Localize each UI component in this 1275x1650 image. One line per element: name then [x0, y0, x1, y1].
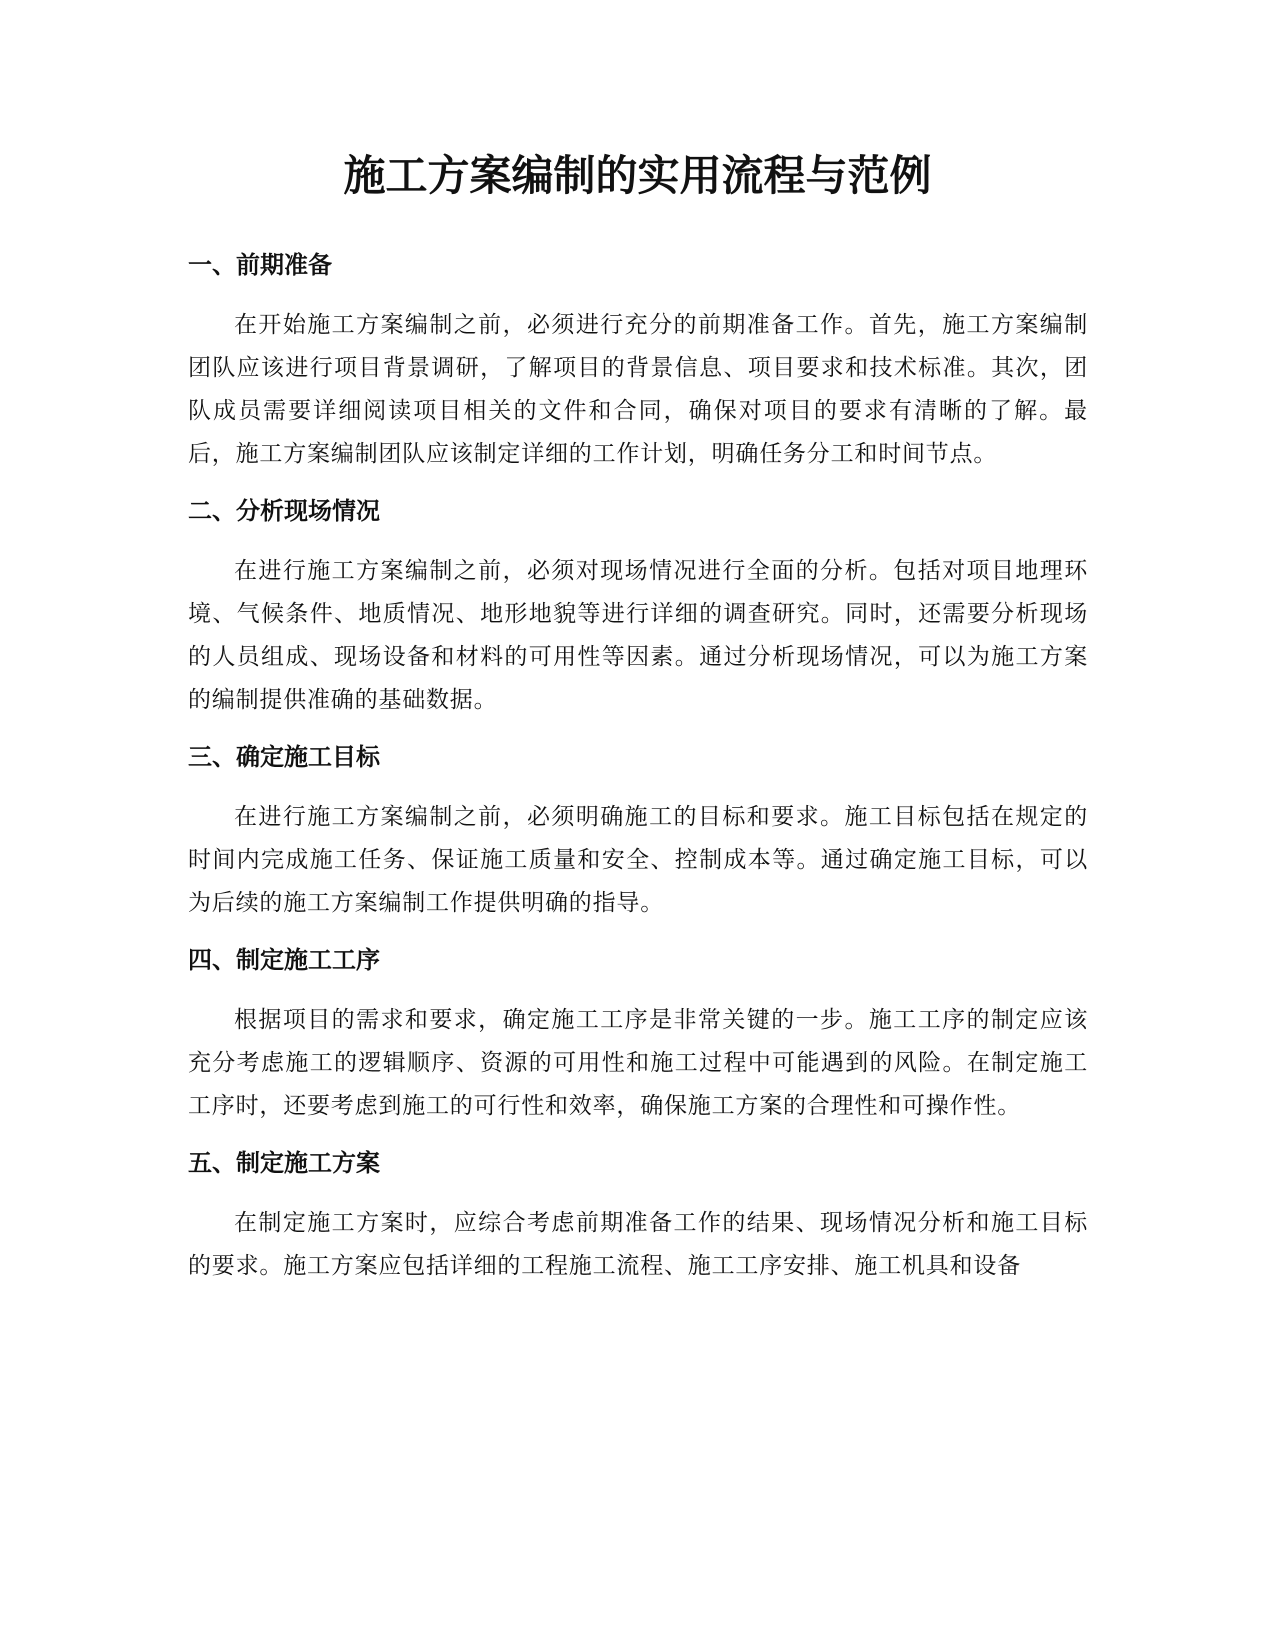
document-body — [188, 232, 1088, 1288]
section-paragraph: 在进行施工方案编制之前，必须对现场情况进行全面的分析。包括对项目地理环境、气候条件、地质情况、地形地貌等进行详细的调查研究。同时，还需要分析现场的人员组成、现场设备和材料的可用性等因素。通过分析现场情况，可以为施工方案的编制提供准确的基础数据。 — [188, 558, 1088, 713]
section-paragraph: 在制定施工方案时，应综合考虑前期准备工作的结果、现场情况分析和施工目标的要求。施工方案应包括详细的工程施工流程、施工工序安排、施工机具和设备 — [188, 1210, 1088, 1279]
section-heading: 五、制定施工方案 — [188, 1149, 380, 1177]
section-plan — [188, 1146, 1088, 1288]
section-heading: 三、确定施工目标 — [188, 743, 380, 771]
section-site-analysis — [188, 494, 1088, 722]
section-paragraph: 在开始施工方案编制之前，必须进行充分的前期准备工作。首先，施工方案编制团队应该进行项目背景调研，了解项目的背景信息、项目要求和技术标准。其次，团队成员需要详细阅读项目相关的文件和合同，确保对项目的要求有清晰的了解。最后，施工方案编制团队应该制定详细的工作计划，明确任务分工和时间节点。 — [188, 312, 1088, 467]
section-heading: 二、分析现场情况 — [188, 497, 380, 525]
document-title: 施工方案编制的实用流程与范例 — [343, 151, 932, 200]
section-heading: 四、制定施工工序 — [188, 946, 380, 974]
section-paragraph: 根据项目的需求和要求，确定施工工序是非常关键的一步。施工工序的制定应该充分考虑施工的逻辑顺序、资源的可用性和施工过程中可能遇到的风险。在制定施工工序时，还要考虑到施工的可行性和效率，确保施工方案的合理性和可操作性。 — [188, 1007, 1088, 1119]
section-paragraph: 在进行施工方案编制之前，必须明确施工的目标和要求。施工目标包括在规定的时间内完成施工任务、保证施工质量和安全、控制成本等。通过确定施工目标，可以为后续的施工方案编制工作提供明确的指导。 — [188, 804, 1088, 916]
section-goals — [188, 740, 1088, 925]
section-procedures — [188, 943, 1088, 1128]
section-heading: 一、前期准备 — [188, 251, 332, 279]
section-preparation — [188, 248, 1088, 476]
